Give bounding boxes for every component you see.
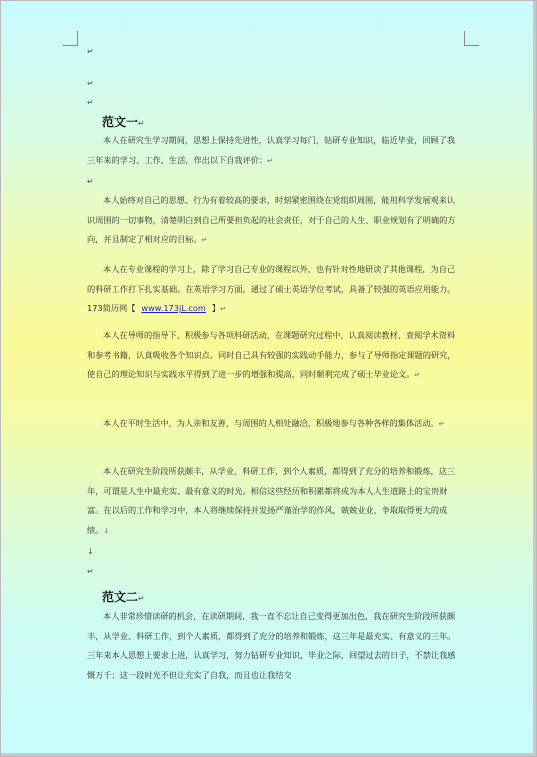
paragraph-text: 本人在专业课程的学习上，除了学习自己专业的课程以外，也有针对性地研读了其他课程，为自己的科研工作打下扎实基础。在英语学习方面，通过了硕士英语学位考试，具备了较强的英语应用能力。173简历网【 [87, 264, 456, 314]
section-title: 范文二 [102, 590, 139, 604]
paragraph-mark: ↵ [267, 156, 274, 165]
paragraph-text: 本人在导师的指导下，积极参与各项科研活动，在课题研究过程中，认真阅读教材、查阅学术资料和参考书籍，认真吸收各个知识点。同时自己具有较强的实践动手能力，参与了导师指定课题的研究，使自己的理论知识与实践水平得到了进一步的增强和提高，同时顺利完成了硕士毕业论文。 [87, 330, 456, 380]
crop-mark-top-right [464, 31, 479, 46]
paragraph [87, 414, 462, 435]
paragraph-mark: ↵ [87, 47, 94, 56]
paragraph-mark: ↵ [414, 371, 421, 380]
paragraph-text: 本人始终对自己的思想、行为有着较高的要求，时刻紧密围绕在党组织周围，能用科学发展观来认识周围的一切事物，清楚明白到自己所要担负起的社会责任，对于自己的人生、职业规划有了明确的方向，并且制定了相对应的目标。 [87, 195, 456, 245]
section-heading-2 [102, 589, 145, 607]
page-shadow-right [533, 1, 536, 756]
paragraph [87, 326, 462, 386]
paragraph-text: 本人非常珍惜读研的机会，在读研期间，我一直不忘让自己变得更加出色，我在研究生阶段所获颇丰，从学业、科研工作，到个人素质，都得到了充分的培养和锻炼，这三年是最充实、有意义的三年。三年来本人思想上要求上进，认真学习，努力钻研专业知识，毕业之际，回望过去的日子，不禁让我感慨万千：这一段时光不但让充实了自我，而且也让我结交 [87, 611, 456, 680]
paragraph-mark: ↵ [87, 177, 94, 186]
website-link[interactable]: www.173jL.com [141, 303, 206, 314]
paragraph [87, 191, 462, 251]
paragraph-mark: ↵ [87, 567, 94, 576]
paragraph-mark: ↵ [87, 79, 94, 88]
paragraph-mark: ↵ [201, 236, 208, 245]
page-shadow-bottom [1, 753, 536, 756]
paragraph-mark: ↓ [87, 547, 94, 556]
paragraph-text: 本人在平时生活中，为人亲和友善，与周围的人相处融洽，积极地参与各种各样的集体活动。 [103, 418, 439, 428]
section-title: 范文一 [102, 115, 139, 129]
paragraph-text: 本人在研究生学习期间，思想上保持先进性，认真学习每门，钻研专业知识，临近毕业，回顾了我三年来的学习、工作、生活，作出以下自我评价： [87, 135, 456, 165]
paragraph-mark: ↓ [103, 526, 110, 535]
crop-mark-top-left [63, 31, 78, 46]
paragraph-text: 本人在研究生阶段所获颇丰，从学业、科研工作，到个人素质，都得到了充分的培养和锻炼，这三年，可谓是人生中最充实、最有意义的时光。相信这些经历和积累都将成为本人人生道路上的宝贵财富。在以后的工作和学习中，本人将继续保持并发扬严谨治学的作风，兢兢业业，争取取得更大的成绩。 [87, 466, 456, 535]
paragraph-text-end: 】 [211, 303, 221, 314]
paragraph-mark: ↵ [438, 420, 445, 428]
paragraph [87, 462, 462, 541]
paragraph [87, 607, 462, 685]
paragraph-mark: ↵ [87, 98, 94, 107]
paragraph [87, 131, 462, 171]
paragraph-mark: ↵ [220, 305, 226, 314]
paragraph [87, 260, 462, 320]
section-heading-1 [102, 114, 145, 132]
paragraph-mark: ↵ [138, 119, 145, 128]
paragraph-mark: ↵ [138, 594, 145, 603]
